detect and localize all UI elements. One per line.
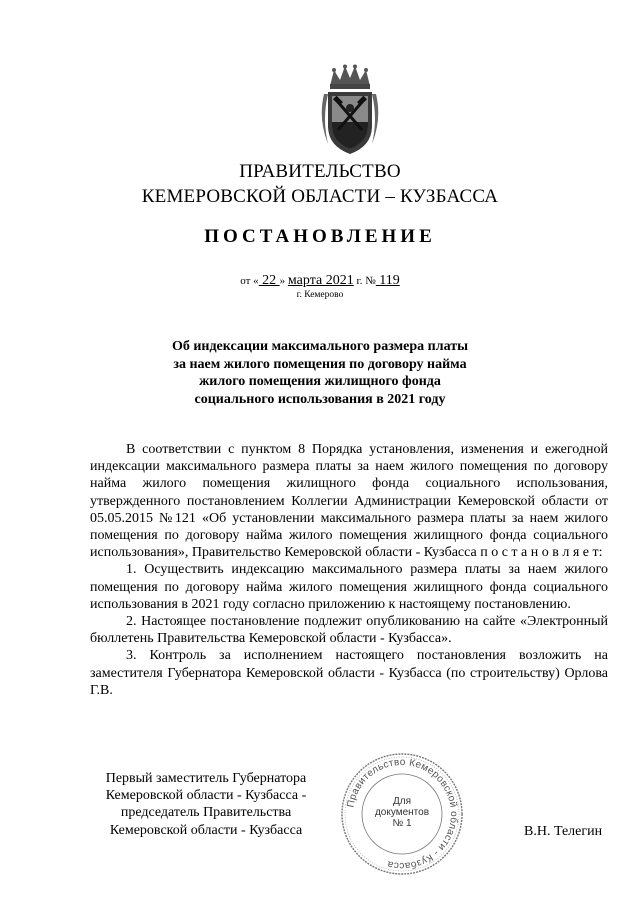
date-day: 22 bbox=[258, 273, 280, 288]
government-name-line2: КЕМЕРОВСКОЙ ОБЛАСТИ – КУЗБАССА bbox=[141, 186, 499, 207]
date-month-year: марта 2021 bbox=[287, 273, 354, 288]
document-type-heading: ПОСТАНОВЛЕНИЕ bbox=[204, 226, 436, 247]
date-mid: » bbox=[279, 275, 288, 287]
title-line-3: жилого помещения жилищного фонда bbox=[199, 374, 441, 389]
clause-3: 3. Контроль за исполнением настоящего постановления возложить на заместителя Губернатора Кемеровской области - Кузбасса (по строительству) Орлова Г.В. bbox=[90, 648, 608, 698]
seal-center-text bbox=[340, 796, 464, 829]
title-line-4: социального использования в 2021 году bbox=[194, 391, 446, 407]
government-name-line1: ПРАВИТЕЛЬСТВО bbox=[239, 161, 401, 182]
seal-ring-text: Правительство Кемеровской области - Кузбасса bbox=[345, 756, 460, 872]
date-year-suffix: г. № bbox=[353, 275, 376, 287]
signer-name: В.Н. Телегин bbox=[524, 824, 603, 839]
date-and-number-line bbox=[0, 273, 640, 289]
document-number: 119 bbox=[375, 273, 400, 288]
signer-position-line-2: Кемеровской области - Кузбасса - bbox=[105, 788, 307, 804]
city-label: г. Кемерово bbox=[296, 290, 344, 300]
seal-center-line-1: Для bbox=[392, 796, 412, 807]
clause-1: 1. Осуществить индексацию максимального размера платы за наем жилого помещения по договору найма жилого помещения жилищного фонда социального использования в 2021 году согласно приложению к настоящему постановлению. bbox=[90, 562, 608, 612]
preamble-paragraph: В соответствии с пунктом 8 Порядка установления, изменения и ежегодной индексации максимального размера платы за наем жилого помещения по договору найма жилого помещения жилищного фонда социального использования, утвержденного постановлением Коллегии Администрации Кемеровской области от 05.05.2015 №121 «Об установлении максимального размера платы за наем жилого помещения по договору найма жилого помещения жилищного фонда социального использования», Правительство Кемеровской области - Кузбасса п о с т а н о в л я е т: bbox=[90, 442, 608, 561]
kuzbass-coat-of-arms-icon bbox=[318, 64, 382, 156]
date-prefix: от « bbox=[240, 275, 259, 287]
signer-position bbox=[88, 770, 324, 839]
clause-2: 2. Настоящее постановление подлежит опубликованию на сайте «Электронный бюллетень Правительства Кемеровской области - Кузбасса». bbox=[90, 614, 608, 647]
seal-center-line-2: документов bbox=[374, 807, 430, 818]
signer-position-line-1: Первый заместитель Губернатора bbox=[105, 771, 307, 786]
document-body bbox=[90, 441, 608, 699]
document-title bbox=[150, 338, 490, 408]
seal-center-line-3: № 1 bbox=[392, 818, 412, 829]
signer-position-line-4: Кемеровской области - Кузбасса bbox=[109, 822, 303, 838]
signer-position-line-3: председатель Правительства bbox=[120, 805, 292, 821]
title-line-2: за наем жилого помещения по договору найма bbox=[173, 356, 467, 372]
title-line-1: Об индексации максимального размера платы bbox=[171, 339, 469, 354]
